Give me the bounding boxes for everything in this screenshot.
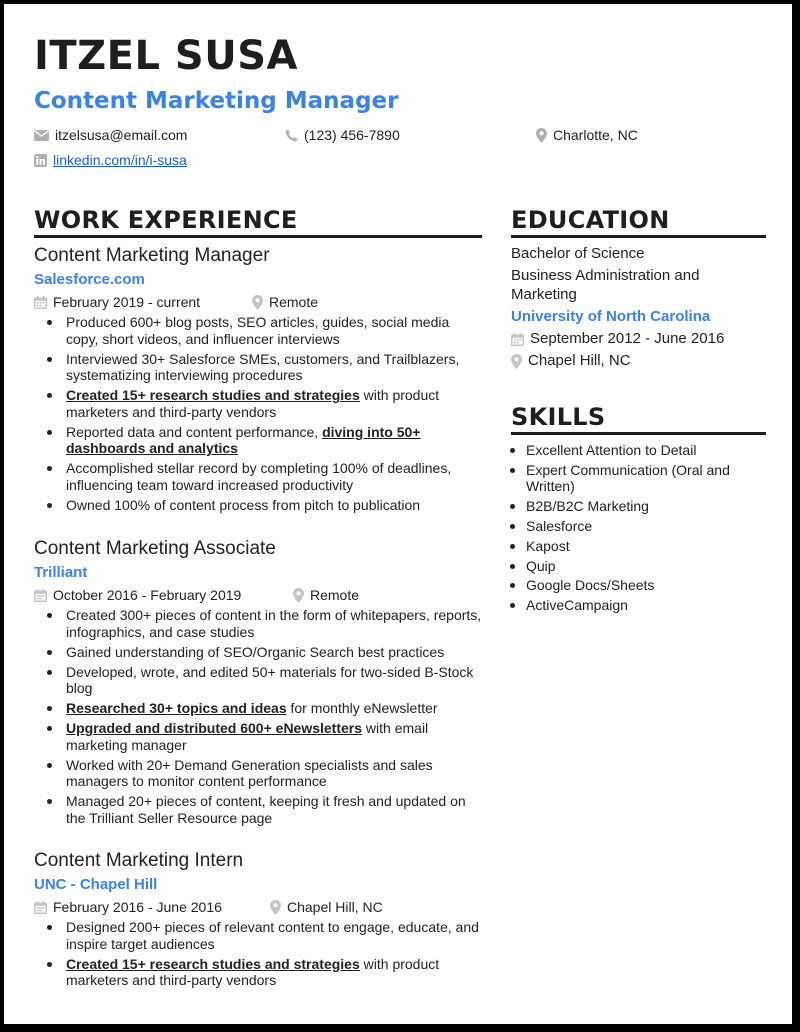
section-title-work: WORK EXPERIENCE <box>34 206 298 234</box>
bullet-item <box>66 664 486 697</box>
company-name: UNC - Chapel Hill <box>34 876 158 893</box>
linkedin-link[interactable]: linkedin.com/in/i-susa <box>53 152 187 168</box>
location-text: Charlotte, NC <box>553 127 638 143</box>
job-bullets <box>34 314 484 517</box>
job-location <box>252 293 318 311</box>
location-text: Remote <box>269 294 319 310</box>
bullet-item <box>66 700 486 717</box>
bullet-item <box>66 757 486 790</box>
job-bullets <box>34 919 486 992</box>
section-divider <box>511 432 766 435</box>
education-dates <box>511 330 724 348</box>
skill-item: Quip <box>526 558 756 575</box>
map-pin-icon <box>270 900 281 915</box>
dates-text: October 2016 - February 2019 <box>53 587 242 603</box>
envelope-icon <box>34 130 49 141</box>
candidate-role: Content Marketing Manager <box>34 88 399 114</box>
map-pin-icon <box>293 588 304 603</box>
calendar-icon <box>34 589 47 602</box>
bullet-text: Interviewed 30+ Salesforce SMEs, customers, and Trailblazers, systematizing interviewing procedures <box>66 350 460 384</box>
bullet-item <box>66 607 486 640</box>
job-location <box>270 898 383 916</box>
location-text: Remote <box>310 587 360 603</box>
bullet-text: Gained understanding of SEO/Organic Search best practices <box>66 643 445 660</box>
bullet-text: Managed 20+ pieces of content, keeping it fresh and updated on the Trilliant Seller Resource page <box>66 793 466 826</box>
map-pin-icon <box>252 295 263 310</box>
phone-text: (123) 456-7890 <box>304 127 400 143</box>
company-name: Trilliant <box>34 564 88 581</box>
skill-item: ActiveCampaign <box>526 597 756 614</box>
bullet-item <box>66 720 486 753</box>
resume-page <box>4 4 792 1024</box>
bullet-highlight: Created 15+ research studies and strategies <box>66 955 360 972</box>
job-dates <box>34 898 222 916</box>
bullet-text: Designed 200+ pieces of relevant content to engage, educate, and inspire target audiences <box>66 919 479 952</box>
section-divider <box>34 235 482 238</box>
bullet-text: Owned 100% of content process from pitch to publication <box>66 496 421 513</box>
phone-icon <box>285 129 298 142</box>
skill-item: Kapost <box>526 538 756 555</box>
location-text: Chapel Hill, NC <box>528 352 631 369</box>
job-dates <box>34 586 241 604</box>
dates-text: February 2016 - June 2016 <box>53 899 222 915</box>
bullet-highlight: Researched 30+ topics and ideas <box>66 700 287 717</box>
contact-linkedin <box>34 151 187 169</box>
job-title: Content Marketing Manager <box>34 245 270 266</box>
job-bullets <box>34 607 486 830</box>
map-pin-icon <box>511 354 522 369</box>
bullet-highlight: Upgraded and distributed 600+ eNewsletters <box>66 720 363 737</box>
bullet-text: for monthly eNewsletter <box>286 700 438 717</box>
location-text: Chapel Hill, NC <box>287 899 383 915</box>
calendar-icon <box>511 333 524 346</box>
bullet-item <box>66 497 484 514</box>
skill-item: B2B/B2C Marketing <box>526 498 756 515</box>
bullet-text: with product marketers and third-party vendors <box>66 955 440 989</box>
skill-item: Salesforce <box>526 518 756 535</box>
skill-item: Excellent Attention to Detail <box>526 442 756 459</box>
bullet-highlight: diving into 50+ dashboards and analytics <box>66 423 421 457</box>
contact-phone <box>285 126 400 144</box>
email-text: itzelsusa@email.com <box>55 127 188 143</box>
section-title-skills: SKILLS <box>511 403 606 431</box>
education-location <box>511 352 631 370</box>
bullet-text: Accomplished stellar record by completing 100% of deadlines, influencing team toward increased productivity <box>66 460 452 493</box>
school-name: University of North Carolina <box>511 308 711 325</box>
section-divider <box>511 235 766 238</box>
bullet-item <box>66 644 486 661</box>
bullet-item <box>66 956 486 989</box>
map-pin-icon <box>536 128 547 143</box>
job-title: Content Marketing Intern <box>34 850 244 871</box>
bullet-text: Reported data and content performance, <box>66 423 323 440</box>
section-title-education: EDUCATION <box>511 206 670 234</box>
bullet-text: with email marketing manager <box>66 720 429 753</box>
bullet-text: Produced 600+ blog posts, SEO articles, guides, social media copy, short videos, and influencer interviews <box>66 314 450 347</box>
job-dates <box>34 293 200 311</box>
bullet-item <box>66 314 484 347</box>
linkedin-icon <box>34 154 47 167</box>
bullet-item <box>66 424 484 457</box>
bullet-item <box>66 460 484 493</box>
degree: Bachelor of Science <box>511 245 645 262</box>
bullet-highlight: Created 15+ research studies and strategies <box>66 387 360 404</box>
bullet-text: with product marketers and third-party vendors <box>66 387 440 420</box>
dates-text: September 2012 - June 2016 <box>530 330 725 347</box>
candidate-name: ITZEL SUSA <box>34 33 298 79</box>
company-name: Salesforce.com <box>34 271 145 288</box>
job-title: Content Marketing Associate <box>34 538 276 559</box>
calendar-icon <box>34 901 47 914</box>
bullet-text: Created 300+ pieces of content in the form of whitepapers, reports, infographics, and case studies <box>66 607 482 640</box>
bullet-item <box>66 793 486 826</box>
skill-item: Google Docs/Sheets <box>526 577 756 594</box>
dates-text: February 2019 - current <box>53 294 201 310</box>
bullet-item <box>66 351 484 384</box>
contact-email <box>34 126 187 144</box>
job-location <box>293 586 359 604</box>
bullet-text: Developed, wrote, and edited 50+ materials for two-sided B-Stock blog <box>66 663 474 697</box>
bullet-item <box>66 387 484 420</box>
bullet-item <box>66 919 486 952</box>
calendar-icon <box>34 296 47 309</box>
major: Business Administration and Marketing <box>511 267 700 303</box>
contact-location <box>536 126 638 144</box>
skill-item: Expert Communication (Oral and Written) <box>526 462 756 495</box>
skills-list <box>504 442 756 617</box>
bullet-text: Worked with 20+ Demand Generation specialists and sales managers to monitor content performance <box>66 756 433 790</box>
